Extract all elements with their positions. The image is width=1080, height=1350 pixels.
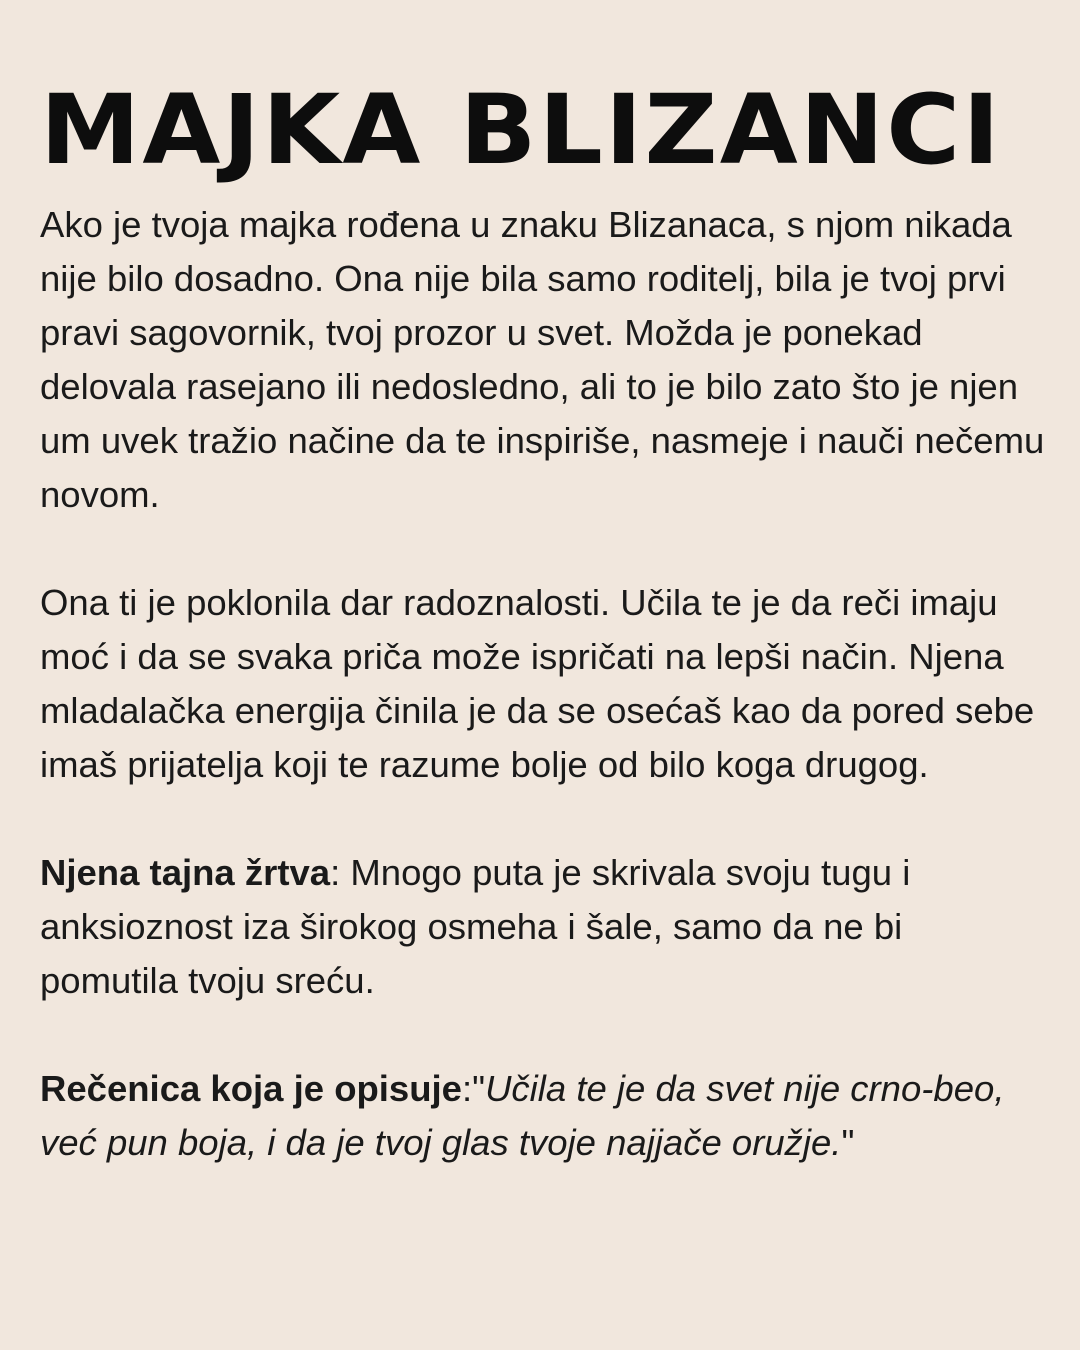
page-content	[40, 74, 1050, 1224]
quote-close: "	[841, 1122, 855, 1163]
secret-sacrifice-label: Njena tajna žrtva	[40, 852, 331, 893]
paragraph-intro: Ako je tvoja majka rođena u znaku Blizanaca, s njom nikada nije bilo dosadno. Ona nije bila samo roditelj, bila je tvoj prvi pravi sagovornik, tvoj prozor u svet. Možda je ponekad delovala rasejano ili nedosledno, ali to je bilo zato što je njen um uvek tražio načine da te inspiriše, nasmeje i nauči nečemu novom.	[40, 204, 1045, 515]
quote-open: :"	[461, 1068, 486, 1109]
paragraph-secret-sacrifice	[40, 846, 1050, 1008]
page-title: MAJKA BLIZANCI	[40, 74, 1002, 186]
quote-label: Rečenica koja je opisuje	[40, 1068, 462, 1109]
paragraph-quote	[40, 1062, 1050, 1170]
paragraph-gift: Ona ti je poklonila dar radoznalosti. Učila te je da reči imaju moć i da se svaka priča može ispričati na lepši način. Njena mladalačka energija činila je da se osećaš kao da pored sebe imaš prijatelja koji te razume bolje od bilo koga drugog.	[40, 582, 1035, 785]
quote-text: Učila te je da svet nije crno-beo, već pun boja, i da je tvoj glas tvoje najjače oružje.	[40, 1068, 1005, 1163]
secret-sacrifice-text: : Mnogo puta je skrivala svoju tugu i anksioznost iza širokog osmeha i šale, samo da ne bi pomutila tvoju sreću.	[40, 852, 911, 1001]
